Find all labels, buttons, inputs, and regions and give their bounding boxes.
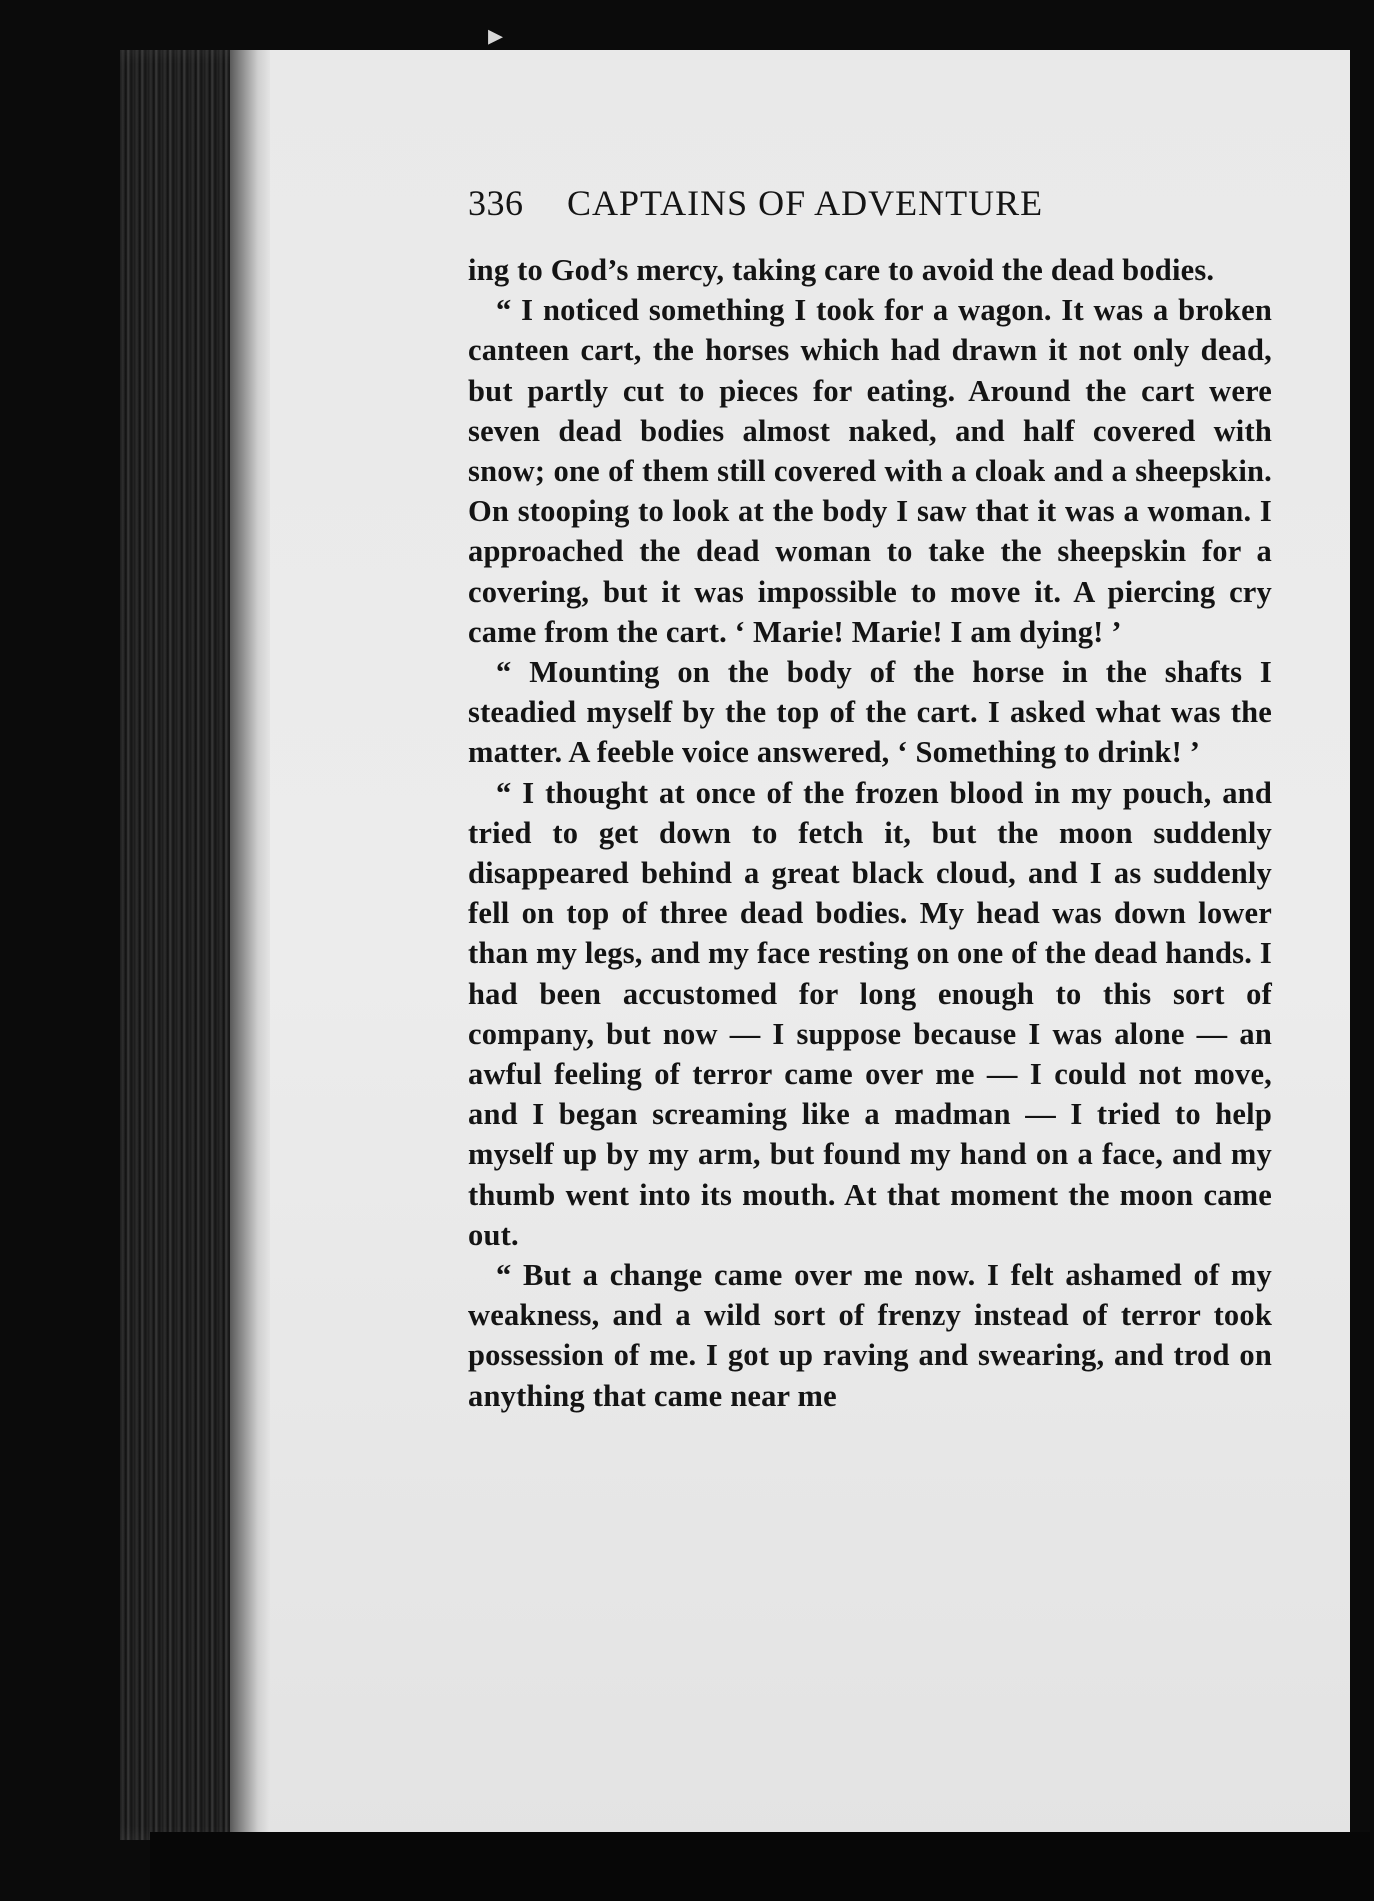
paragraph: “ Mounting on the body of the horse in the shafts I steadied myself by the top of the cart. I asked what was the matter. A feeble voice answered, ‘ Something to drink! ’ [468, 655, 1272, 770]
paragraph: “ I thought at once of the frozen blood in my pouch, and tried to get down to fetch it, but the moon suddenly disappeared behind a great black cloud, and I as suddenly fell on top of three dead bodies. My head was down lower than my legs, and my face resting on one of the dead hands. I had been accustomed for long enough to this sort of company, but now — I suppose because I was alone — an awful feeling of terror came over me — I could not move, and I began screaming like a madman — I tried to help myself up by my arm, but found my hand on a face, and my thumb went into its mouth. At that moment the moon came out. [468, 775, 1272, 1252]
scan-speck: ▸ [488, 18, 504, 53]
bottom-border [150, 1832, 1370, 1901]
paragraph-continuation: ing to God’s mercy, taking care to avoid the dead bodies. [468, 253, 1215, 287]
body-text [468, 250, 1272, 1416]
paragraph: “ I noticed something I took for a wagon. It was a broken canteen cart, the horses which had drawn it not only dead, but partly cut to pieces for eating. Around the cart were seven dead bodies almost naked, and half covered with snow; one of them still covered with a cloak and a sheepskin. On stooping to look at the body I saw that it was a woman. I approached the dead woman to take the sheepskin for a covering, but it was impossible to move it. A piercing cry came from the cart. ‘ Marie! Marie! I am dying! ’ [468, 293, 1272, 649]
paragraph: “ But a change came over me now. I felt ashamed of my weakness, and a wild sort of frenzy instead of terror took possession of me. I got up raving and swearing, and trod on anything that came near me [468, 1258, 1272, 1413]
running-head: CAPTAINS OF ADVENTURE [567, 183, 1044, 223]
page-header [468, 182, 1268, 224]
spine-shadow [230, 50, 270, 1840]
page-number: 336 [468, 183, 524, 223]
